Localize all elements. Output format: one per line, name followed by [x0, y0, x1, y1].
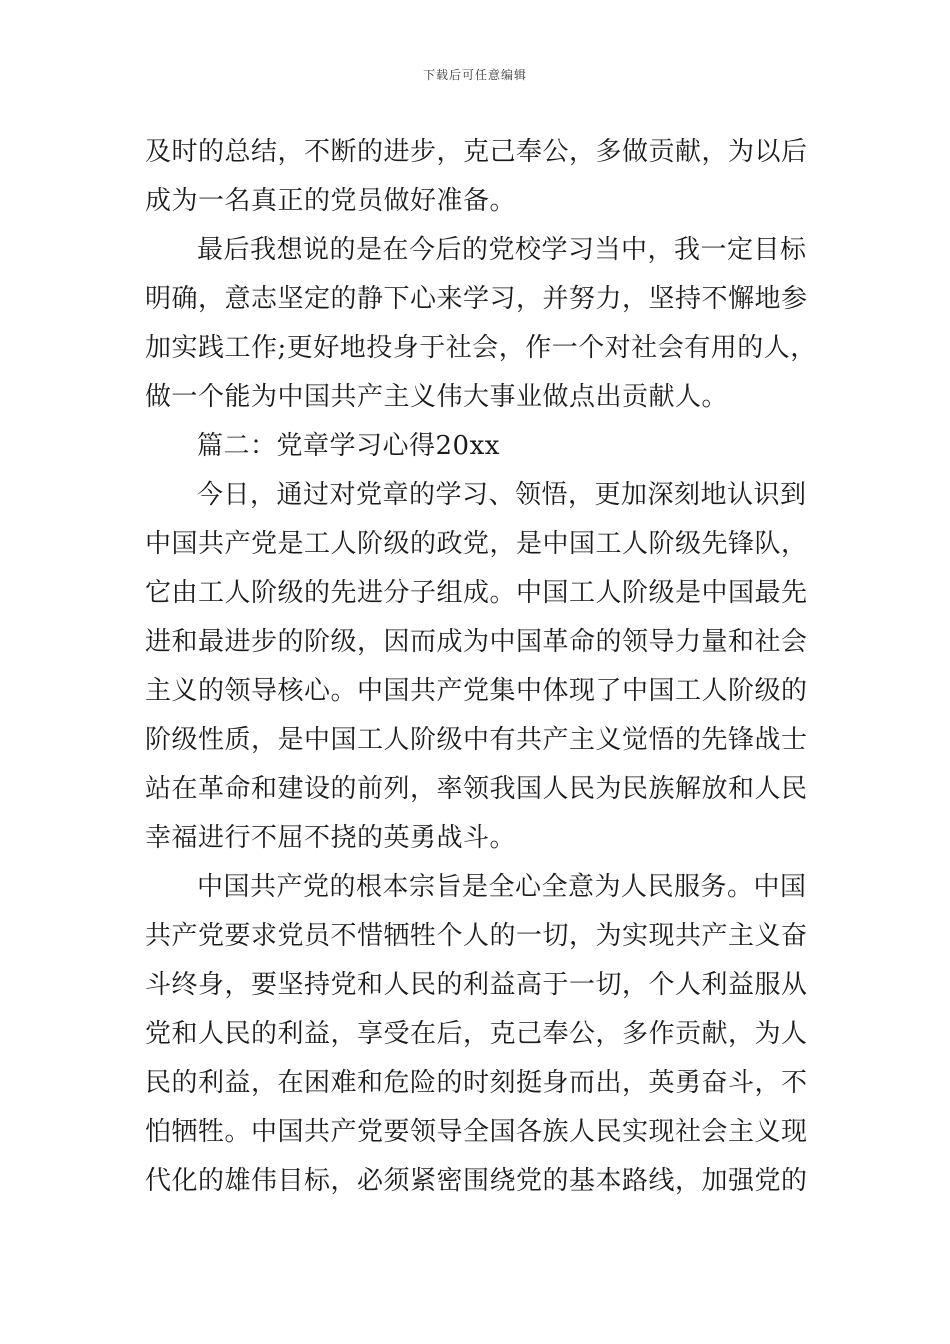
text-line: 中国共产党是工人阶级的政党，是中国工人阶级先锋队，	[145, 529, 808, 559]
text-line: 及时的总结，不断的进步，克己奉公，多做贡献，为以后	[145, 137, 808, 167]
text-line: 站在革命和建设的前列，率领我国人民为民族解放和人民	[145, 774, 808, 804]
text-line: 进和最进步的阶级，因而成为中国革命的领导力量和社会	[145, 627, 808, 657]
section-heading: 篇二：党章学习心得20xx	[197, 431, 500, 461]
text-line: 党和人民的利益，享受在后，克己奉公，多作贡献，为人	[145, 1019, 808, 1049]
text-line: 做一个能为中国共产主义伟大事业做点出贡献人。	[145, 382, 729, 412]
page-header: 下载后可任意编辑	[422, 68, 527, 82]
text-line: 最后我想说的是在今后的党校学习当中，我一定目标	[197, 235, 807, 265]
text-line: 今日，通过对党章的学习、领悟，更加深刻地认识到	[197, 480, 807, 510]
text-line: 共产党要求党员不惜牺牲个人的一切，为实现共产主义奋	[145, 921, 808, 951]
text-line: 怕牺牲。中国共产党要领导全国各族人民实现社会主义现	[145, 1117, 808, 1147]
text-line: 幸福进行不屈不挠的英勇战斗。	[145, 823, 517, 853]
text-line: 成为一名真正的党员做好准备。	[145, 186, 517, 216]
document-body	[145, 128, 817, 1206]
text-line: 中国共产党的根本宗旨是全心全意为人民服务。中国	[197, 872, 807, 902]
text-line: 代化的雄伟目标，必须紧密围绕党的基本路线，加强党的	[145, 1166, 808, 1196]
text-line: 明确，意志坚定的静下心来学习，并努力，坚持不懈地参	[145, 284, 808, 314]
text-line: 它由工人阶级的先进分子组成。中国工人阶级是中国最先	[145, 578, 808, 608]
text-line: 阶级性质，是中国工人阶级中有共产主义觉悟的先锋战士	[145, 725, 808, 755]
text-line: 加实践工作;更好地投身于社会，作一个对社会有用的人，	[145, 333, 817, 363]
text-line: 主义的领导核心。中国共产党集中体现了中国工人阶级的	[145, 676, 808, 706]
text-line: 斗终身，要坚持党和人民的利益高于一切，个人利益服从	[145, 970, 808, 1000]
text-line: 民的利益，在困难和危险的时刻挺身而出，英勇奋斗，不	[145, 1068, 808, 1098]
